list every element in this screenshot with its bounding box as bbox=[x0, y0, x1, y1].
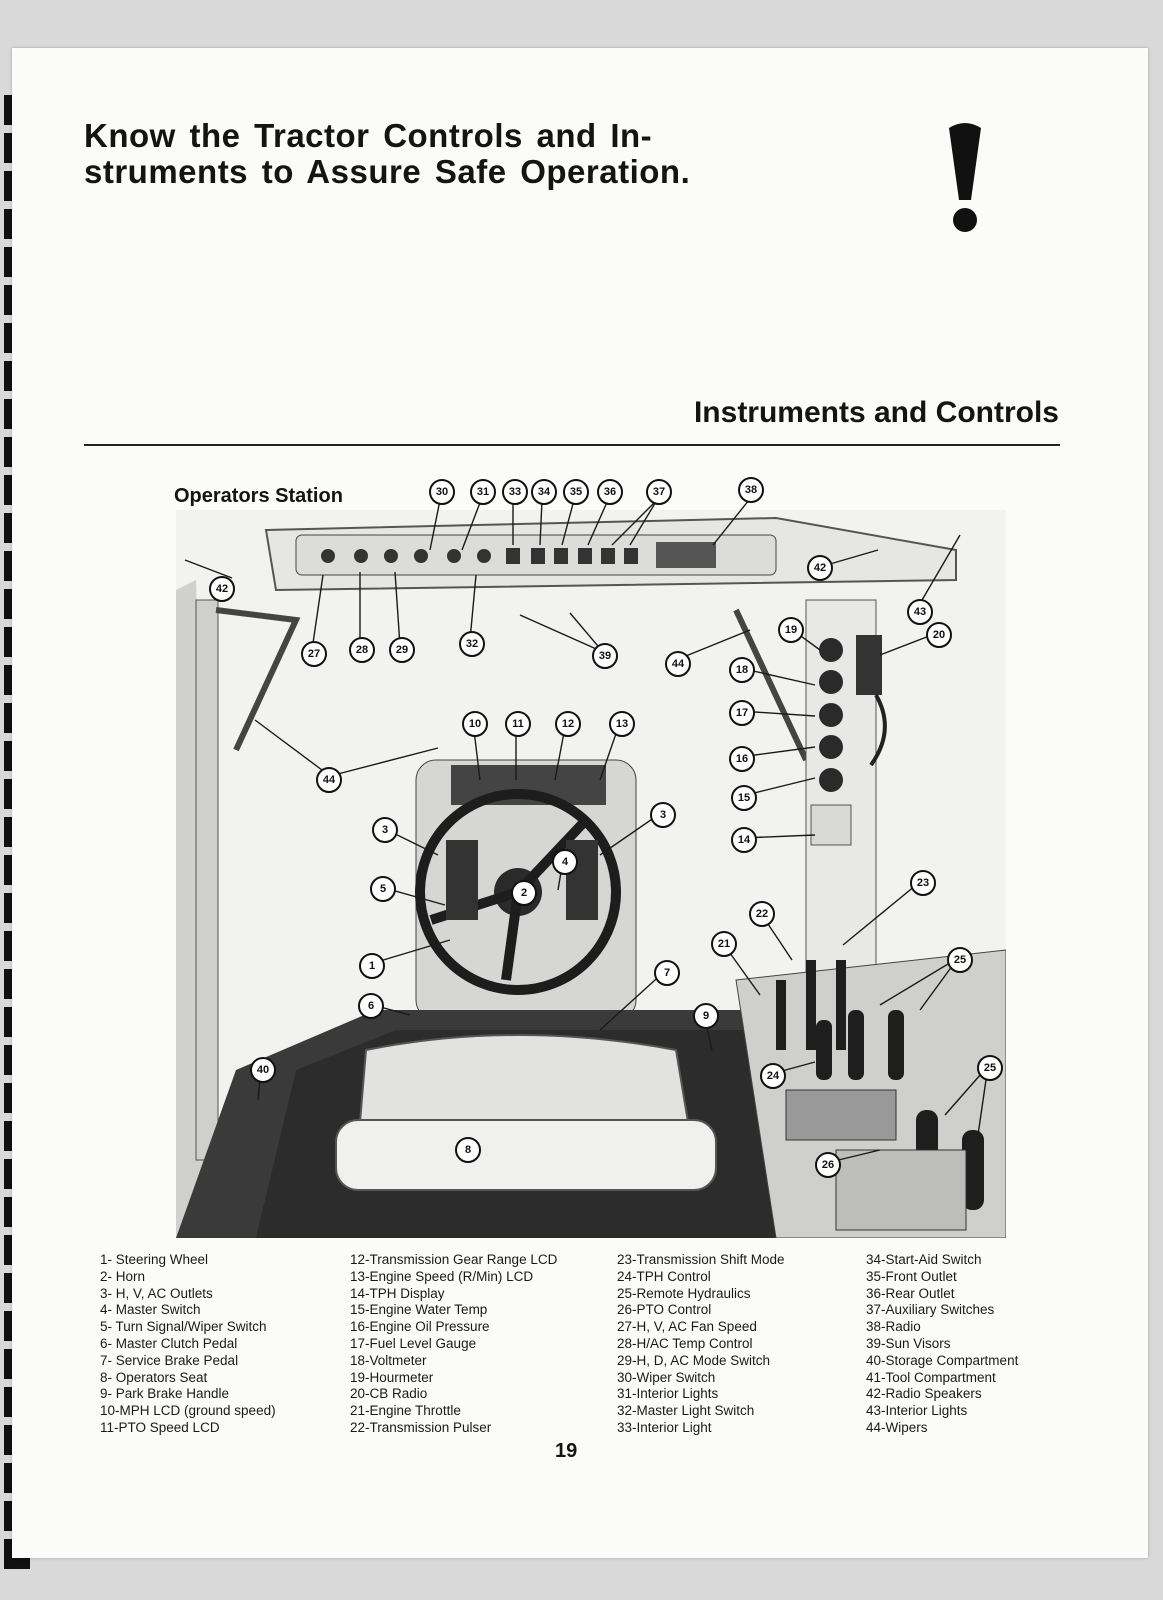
legend-column-2 bbox=[350, 1252, 557, 1437]
legend-item: 10-MPH LCD (ground speed) bbox=[100, 1403, 276, 1419]
callout-2: 2 bbox=[511, 880, 537, 906]
legend-item: 28-H/AC Temp Control bbox=[617, 1335, 753, 1351]
legend-item: 14-TPH Display bbox=[350, 1285, 445, 1301]
callout-3-right: 3 bbox=[650, 802, 676, 828]
callout-25-upper: 25 bbox=[947, 947, 973, 973]
legend-item: 5- Turn Signal/Wiper Switch bbox=[100, 1319, 267, 1335]
legend-item: 37-Auxiliary Switches bbox=[866, 1302, 995, 1318]
legend-item: 34-Start-Aid Switch bbox=[866, 1252, 982, 1267]
callout-39: 39 bbox=[592, 643, 618, 669]
legend-item: 36-Rear Outlet bbox=[866, 1285, 955, 1301]
callout-4: 4 bbox=[552, 849, 578, 875]
callout-5: 5 bbox=[370, 876, 396, 902]
legend-item: 20-CB Radio bbox=[350, 1386, 428, 1402]
legend-item: 27-H, V, AC Fan Speed bbox=[617, 1319, 757, 1335]
legend-item: 31-Interior Lights bbox=[617, 1386, 719, 1402]
callout-43: 43 bbox=[907, 599, 933, 625]
legend-item: 8- Operators Seat bbox=[100, 1369, 208, 1385]
title-line-2: struments to Assure Safe Operation. bbox=[84, 153, 691, 190]
legend-item: 15-Engine Water Temp bbox=[350, 1302, 488, 1318]
callout-29: 29 bbox=[389, 637, 415, 663]
callout-27: 27 bbox=[301, 641, 327, 667]
callout-37: 37 bbox=[646, 479, 672, 505]
callout-24: 24 bbox=[760, 1063, 786, 1089]
legend-item: 22-Transmission Pulser bbox=[350, 1419, 492, 1435]
callout-23: 23 bbox=[910, 870, 936, 896]
callout-16: 16 bbox=[729, 746, 755, 772]
legend-item: 39-Sun Visors bbox=[866, 1335, 951, 1351]
callout-32: 32 bbox=[459, 631, 485, 657]
legend-item: 41-Tool Compartment bbox=[866, 1369, 996, 1385]
callout-36: 36 bbox=[597, 479, 623, 505]
callout-1: 1 bbox=[359, 953, 385, 979]
legend-item: 32-Master Light Switch bbox=[617, 1403, 755, 1419]
legend-item: 4- Master Switch bbox=[100, 1302, 201, 1318]
callout-18: 18 bbox=[729, 657, 755, 683]
legend-column-4 bbox=[866, 1252, 1018, 1437]
callout-12: 12 bbox=[555, 711, 581, 737]
callout-38: 38 bbox=[738, 477, 764, 503]
callout-11: 11 bbox=[505, 711, 531, 737]
callout-26: 26 bbox=[815, 1152, 841, 1178]
callout-21: 21 bbox=[711, 931, 737, 957]
callout-15: 15 bbox=[731, 785, 757, 811]
legend-item: 9- Park Brake Handle bbox=[100, 1386, 230, 1402]
callout-33: 33 bbox=[502, 479, 528, 505]
legend-item: 38-Radio bbox=[866, 1319, 921, 1335]
legend-item: 1- Steering Wheel bbox=[100, 1252, 209, 1267]
callout-7: 7 bbox=[654, 960, 680, 986]
callout-40: 40 bbox=[250, 1057, 276, 1083]
section-divider bbox=[84, 444, 1060, 446]
callout-44-right: 44 bbox=[665, 651, 691, 677]
page-number: 19 bbox=[555, 1440, 578, 1462]
callout-35: 35 bbox=[563, 479, 589, 505]
page-title bbox=[84, 118, 824, 190]
legend-column-1 bbox=[100, 1252, 276, 1437]
legend-item: 25-Remote Hydraulics bbox=[617, 1285, 751, 1301]
legend-item: 3- H, V, AC Outlets bbox=[100, 1285, 213, 1301]
legend-item: 2- Horn bbox=[100, 1268, 146, 1284]
legend-item: 23-Transmission Shift Mode bbox=[617, 1252, 785, 1267]
legend-item: 26-PTO Control bbox=[617, 1302, 712, 1318]
callout-8: 8 bbox=[455, 1137, 481, 1163]
callout-3-left: 3 bbox=[372, 817, 398, 843]
exclamation-icon bbox=[935, 120, 995, 235]
legend-item: 13-Engine Speed (R/Min) LCD bbox=[350, 1268, 534, 1284]
legend-item: 18-Voltmeter bbox=[350, 1352, 427, 1368]
callout-9: 9 bbox=[693, 1003, 719, 1029]
callout-17: 17 bbox=[729, 700, 755, 726]
legend-item: 40-Storage Compartment bbox=[866, 1352, 1019, 1368]
callout-34: 34 bbox=[531, 479, 557, 505]
legend-item: 21-Engine Throttle bbox=[350, 1403, 461, 1419]
legend-column-3 bbox=[617, 1252, 785, 1437]
callout-28: 28 bbox=[349, 637, 375, 663]
callout-10: 10 bbox=[462, 711, 488, 737]
legend-item: 35-Front Outlet bbox=[866, 1268, 957, 1284]
legend-item: 16-Engine Oil Pressure bbox=[350, 1319, 490, 1335]
callout-25-lower: 25 bbox=[977, 1055, 1003, 1081]
legend-item: 33-Interior Light bbox=[617, 1419, 712, 1435]
legend-item: 30-Wiper Switch bbox=[617, 1369, 716, 1385]
legend-item: 19-Hourmeter bbox=[350, 1369, 434, 1385]
figure-label: Operators Station bbox=[174, 485, 343, 507]
legend-item: 11-PTO Speed LCD bbox=[100, 1419, 220, 1435]
callout-22: 22 bbox=[749, 901, 775, 927]
callout-14: 14 bbox=[731, 827, 757, 853]
callout-30: 30 bbox=[429, 479, 455, 505]
legend-item: 6- Master Clutch Pedal bbox=[100, 1335, 238, 1351]
legend-item: 24-TPH Control bbox=[617, 1268, 711, 1284]
callout-13: 13 bbox=[609, 711, 635, 737]
legend-item: 43-Interior Lights bbox=[866, 1403, 968, 1419]
callout-19: 19 bbox=[778, 617, 804, 643]
legend-item: 17-Fuel Level Gauge bbox=[350, 1335, 477, 1351]
legend-item: 42-Radio Speakers bbox=[866, 1386, 982, 1402]
legend-item: 7- Service Brake Pedal bbox=[100, 1352, 239, 1368]
section-heading: Instruments and Controls bbox=[693, 396, 1059, 429]
callout-20: 20 bbox=[926, 622, 952, 648]
legend-item: 12-Transmission Gear Range LCD bbox=[350, 1252, 558, 1267]
callout-44-left: 44 bbox=[316, 767, 342, 793]
legend-item: 29-H, D, AC Mode Switch bbox=[617, 1352, 771, 1368]
operators-station-photo bbox=[176, 510, 1006, 1238]
title-line-1: Know the Tractor Controls and In- bbox=[84, 117, 653, 154]
callout-31: 31 bbox=[470, 479, 496, 505]
callout-42-right: 42 bbox=[807, 555, 833, 581]
callout-42-left: 42 bbox=[209, 576, 235, 602]
legend-item: 44-Wipers bbox=[866, 1419, 928, 1435]
callout-6: 6 bbox=[358, 993, 384, 1019]
